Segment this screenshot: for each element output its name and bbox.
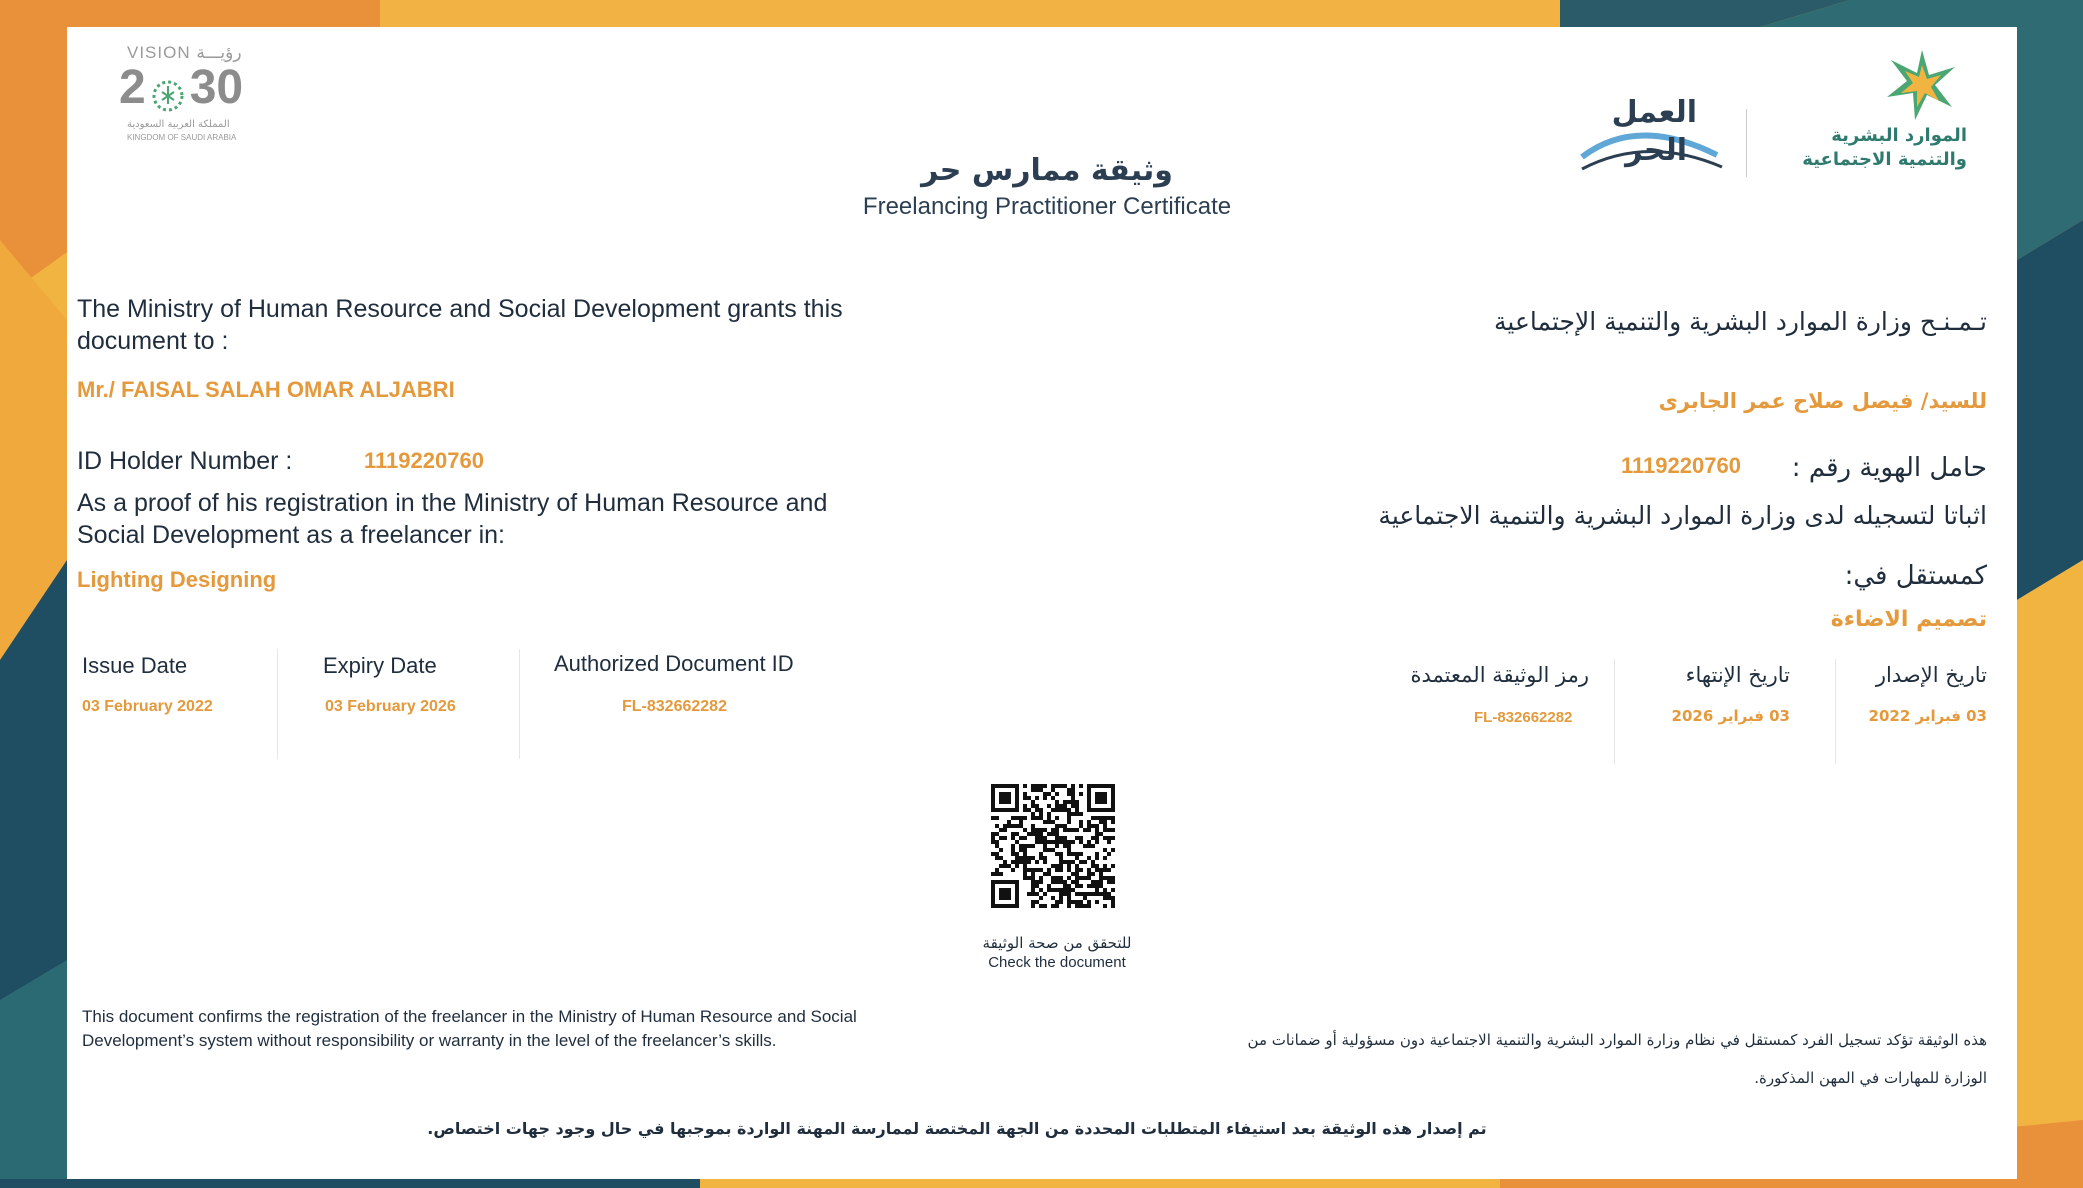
qr-caption-ar: للتحقق من صحة الوثيقة <box>982 934 1132 952</box>
expiry-value-ar: 03 فبراير 2026 <box>1671 707 1790 725</box>
issue-label-ar: تاريخ الإصدار <box>1875 663 1987 687</box>
id-label-ar: حامل الهوية رقم : <box>1791 453 1987 483</box>
id-value-ar: 1119220760 <box>1621 453 1741 478</box>
issue-value-en: 03 February 2022 <box>82 698 213 715</box>
certificate-card <box>67 27 2017 1179</box>
holder-name-en: Mr./ FAISAL SALAH OMAR ALJABRI <box>77 377 455 402</box>
divider-en-1 <box>277 649 278 759</box>
as-freelancer-ar: كمستقل في: <box>1844 561 1987 591</box>
divider-ar-1 <box>1835 659 1836 764</box>
docid-value-en: FL-832662282 <box>622 698 727 715</box>
vision-label-en: VISION <box>127 43 191 62</box>
issue-value-ar: 03 فبراير 2022 <box>1868 707 1987 725</box>
vision-sub-en: KINGDOM OF SAUDI ARABIA <box>127 133 237 142</box>
ministry-line1: الموارد البشرية <box>1831 125 1967 146</box>
title-english: Freelancing Practitioner Certificate <box>862 193 1232 220</box>
footer-note: تم إصدار هذه الوثيقة بعد استيفاء المتطلبات المحددة من الجهة المختصة لممارسة المهنة الواردة بموجبها في حال وجود جهات اختصاص. <box>427 1119 1487 1138</box>
disclaimer-ar-line1: هذه الوثيقة تؤكد تسجيل الفرد كمستقل في نظام وزارة الموارد البشرية والتنمية الاجتماعية دون مسؤولية أو ضمانات من <box>1247 1031 1987 1049</box>
emblem-icon <box>148 72 188 108</box>
vision-year-left: 2 <box>119 61 146 114</box>
id-label-en: ID Holder Number : <box>77 447 293 475</box>
vision-2030-logo <box>107 39 267 142</box>
activity-ar: تصميم الاضاءة <box>1830 607 1987 632</box>
freelance-line1: العمل <box>1611 95 1697 130</box>
divider-ar-2 <box>1614 659 1615 764</box>
title-arabic: وثيقة ممارس حر <box>921 153 1173 188</box>
holder-name-ar: للسيد/ فيصل صلاح عمر الجابرى <box>1658 389 1987 413</box>
docid-label-en: Authorized Document ID <box>554 651 794 676</box>
vision-label-ar: رؤيـــة <box>196 43 242 63</box>
vision-year-right: 30 <box>189 61 244 114</box>
grant-text-ar: تـمـنـح وزارة الموارد البشرية والتنمية الإجتماعية <box>1494 307 1987 336</box>
expiry-value-en: 03 February 2026 <box>325 698 456 715</box>
activity-en: Lighting Designing <box>77 567 277 592</box>
qr-code-icon[interactable] <box>991 784 1115 908</box>
docid-value-ar: FL-832662282 <box>1474 709 1573 726</box>
ministry-line2: والتنمية الاجتماعية <box>1802 149 1967 170</box>
expiry-label-en: Expiry Date <box>323 653 437 678</box>
docid-label-ar: رمز الوثيقة المعتمدة <box>1410 663 1589 687</box>
grant-text-en: The Ministry of Human Resource and Social Development grants this document to : <box>77 295 843 355</box>
ministry-logo <box>1757 45 1987 185</box>
id-value-en: 1119220760 <box>364 448 484 473</box>
vision-sub-ar: المملكة العربية السعودية <box>127 119 230 130</box>
freelance-line2: الحر <box>1625 133 1687 168</box>
divider-en-2 <box>519 649 520 759</box>
freelance-logo <box>1577 95 1727 195</box>
expiry-label-ar: تاريخ الإنتهاء <box>1685 663 1790 687</box>
qr-caption-en: Check the document <box>988 954 1126 971</box>
proof-text-en: As a proof of his registration in the Ministry of Human Resource and Social Development as a freelancer in: <box>77 489 828 549</box>
logo-separator <box>1746 109 1747 177</box>
issue-label-en: Issue Date <box>82 653 188 678</box>
disclaimer-en: This document confirms the registration of the freelancer in the Ministry of Human Resource and Social Development’s system without responsibility or warranty in the level of the freelancer’s skills. <box>82 1007 857 1050</box>
ministry-star-icon <box>1877 45 1967 125</box>
disclaimer-ar-line2: الوزارة للمهارات في المهن المذكورة. <box>1754 1069 1987 1087</box>
proof-text-ar: اثباتا لتسجيله لدى وزارة الموارد البشرية والتنمية الاجتماعية <box>1378 501 1987 530</box>
